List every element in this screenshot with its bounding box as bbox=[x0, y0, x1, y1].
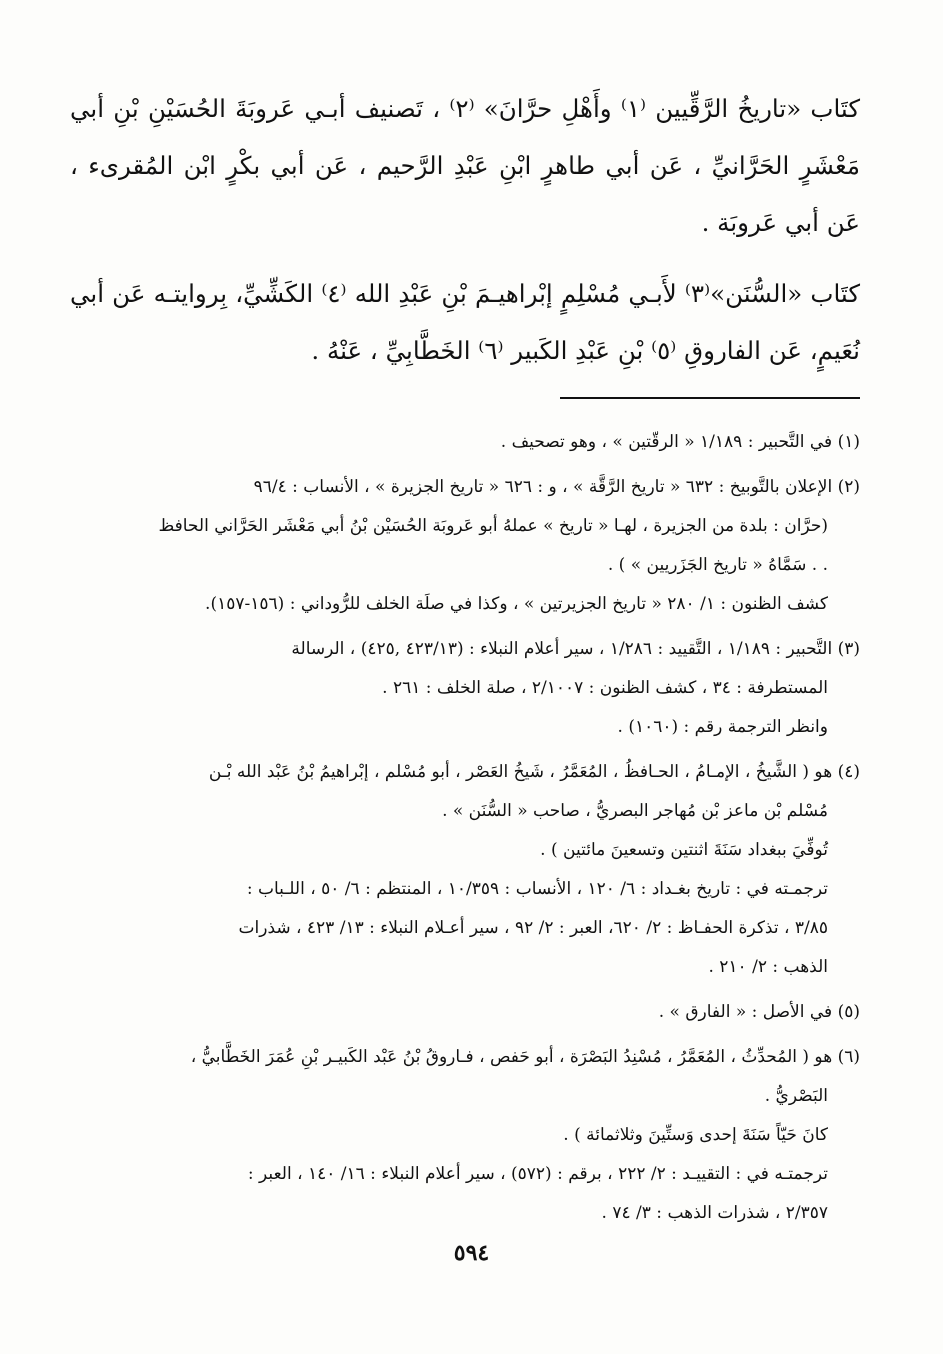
main-paragraph-1: كتَاب «تاريخُ الرَّقِّيين ⁽١⁾ وأَهْلِ حرَّانَ» ⁽٢⁾ ، تَصنيف أبـي عَروبَةَ الحُسَيْنِ بْنِ أبي مَعْشَرٍ الحَرَّانيِّ ، عَن أبي طاهرٍ ابْنِ عَبْدِ الرَّحيم ، عَن أبي بكْرٍ ابْن المُقرىء ، عَن أبي عَروبَة . bbox=[70, 94, 860, 237]
footnote-2-line-a: (٢) الإعلان بالتَّوبيخ : ٦٣٢ « تاريخ الرَّقَّة » ، و : ٦٢٦ « تاريخ الجزيرة » ، الأنساب : ٩٦/٤ bbox=[253, 477, 860, 497]
footnote-1-line: (١) في التَّحبير : ١/١٨٩ « الرقّتين » ، وهو تصحيف . bbox=[500, 432, 860, 452]
footnotes bbox=[70, 423, 860, 1233]
footnote-4-line-c: تُوفِّيَ ببغداد سَنَةَ اثنتين وتسعينَ مائتين ) . bbox=[540, 840, 828, 860]
page-body bbox=[70, 80, 860, 1239]
footnote-3 bbox=[70, 630, 860, 747]
footnote-2-line-c: . . سَمَّاهُ « تاريخ الجَزَريين » ) . bbox=[607, 555, 828, 575]
footnote-4-line-b: مُسْلم بْن ماعز بْن مُهاجر البصريُّ ، صاحب « السُّنَن » . bbox=[442, 801, 828, 821]
main-text bbox=[70, 80, 860, 379]
footnote-6 bbox=[70, 1038, 860, 1233]
footnote-4-line-a: (٤) هو ( الشَّيخُ ، الإمـامُ ، الحـافظُ ، المُعَمَّرُ ، شَيخُ العَصْر ، أبو مُسْلم ، إبْراهيمُ بْنُ عَبْد الله بْـن bbox=[208, 762, 860, 782]
footnote-6-line-a: (٦) هو ( المُحدِّثُ ، المُعَمَّرُ ، مُسْنِدُ البَصْرَة ، أبو حَفص ، فـاروقُ بْنُ عَبْد الكَبيـر بْنِ عُمَرَ الخَطَّابيُّ ، bbox=[190, 1047, 860, 1067]
footnote-1 bbox=[70, 423, 860, 462]
footnote-2 bbox=[70, 468, 860, 624]
footnote-2-line-b: (حرَّان : بلدة من الجزيرة ، لهـا « تاريخ » عملهُ أبو عَروبَة الحُسَيْن بْنُ أبي مَعْشَر الحَرَّاني الحافظ bbox=[158, 516, 828, 536]
footnote-6-line-c: كانَ حَيّاً سَنَةَ إحدى وَستِّينَ وثلاثمائة ) . bbox=[563, 1125, 828, 1145]
footnote-4-line-e: ٣/٨٥ ، تذكرة الحفـاظ : ٢/ ٦٢٠، العبر : ٢/ ٩٢ ، سير أعـلام النبلاء : ١٣/ ٤٢٣ ، شذرات bbox=[238, 918, 828, 938]
footnote-2-line-d: كشف الظنون : ١/ ٢٨٠ « تاريخ الجزيرتين » ، وكذا في صلَة الخلف للرُّوداني : (١٥٦-١٥٧). bbox=[205, 594, 828, 614]
footnote-6-line-b: البَصْريُّ . bbox=[764, 1086, 828, 1106]
footnote-3-line-a: (٣) التَّحبير : ١/١٨٩ ، التَّقييد : ١/٢٨٦ ، سير أعلام النبلاء : (٤٢٣/١٣ ,٤٢٥) ، الرسالة bbox=[291, 639, 860, 659]
main-paragraph-2: كتَاب «السُّنَن»⁽٣⁾ لأَبـي مُسْلِمٍ إبْراهيـمَ بْنِ عَبْدِ الله ⁽٤⁾ الكَشِّيِّ، بِروايتـه عَن أبي نُعَيمٍ، عَن الفاروقِ ⁽٥⁾ بْنِ عَبْدِ الكَبير ⁽٦⁾ الخَطَّابِيِّ ، عَنْهُ . bbox=[70, 279, 860, 365]
footnote-divider bbox=[560, 397, 860, 399]
footnote-4-line-f: الذهب : ٢/ ٢١٠ . bbox=[708, 957, 828, 977]
footnote-5 bbox=[70, 993, 860, 1032]
footnote-4-line-d: ترجمـته في : تاريخ بغـداد : ٦/ ١٢٠ ، الأنساب : ١٠/٣٥٩ ، المنتظم : ٦/ ٥٠ ، اللـباب : bbox=[246, 879, 828, 899]
footnote-6-line-d: ترجمتـه في : التقييـد : ٢/ ٢٢٢ ، برقم : (٥٧٢) ، سير أعلام النبلاء : ١٦/ ١٤٠ ، العبر : bbox=[247, 1164, 828, 1184]
footnote-3-line-b: المستطرفة : ٣٤ ، كشف الظنون : ٢/١٠٠٧ ، صلة الخلف : ٢٦١ . bbox=[382, 678, 828, 698]
footnote-5-line: (٥) في الأصل : « الفارق » . bbox=[658, 1002, 860, 1022]
footnote-3-line-c: وانظر الترجمة رقم : (١٠٦٠) . bbox=[617, 717, 828, 737]
page-number: ٥٩٤ bbox=[453, 1240, 490, 1266]
footnote-4 bbox=[70, 753, 860, 987]
footnote-6-line-e: ٢/٣٥٧ ، شذرات الذهب : ٣/ ٧٤ . bbox=[601, 1203, 828, 1223]
